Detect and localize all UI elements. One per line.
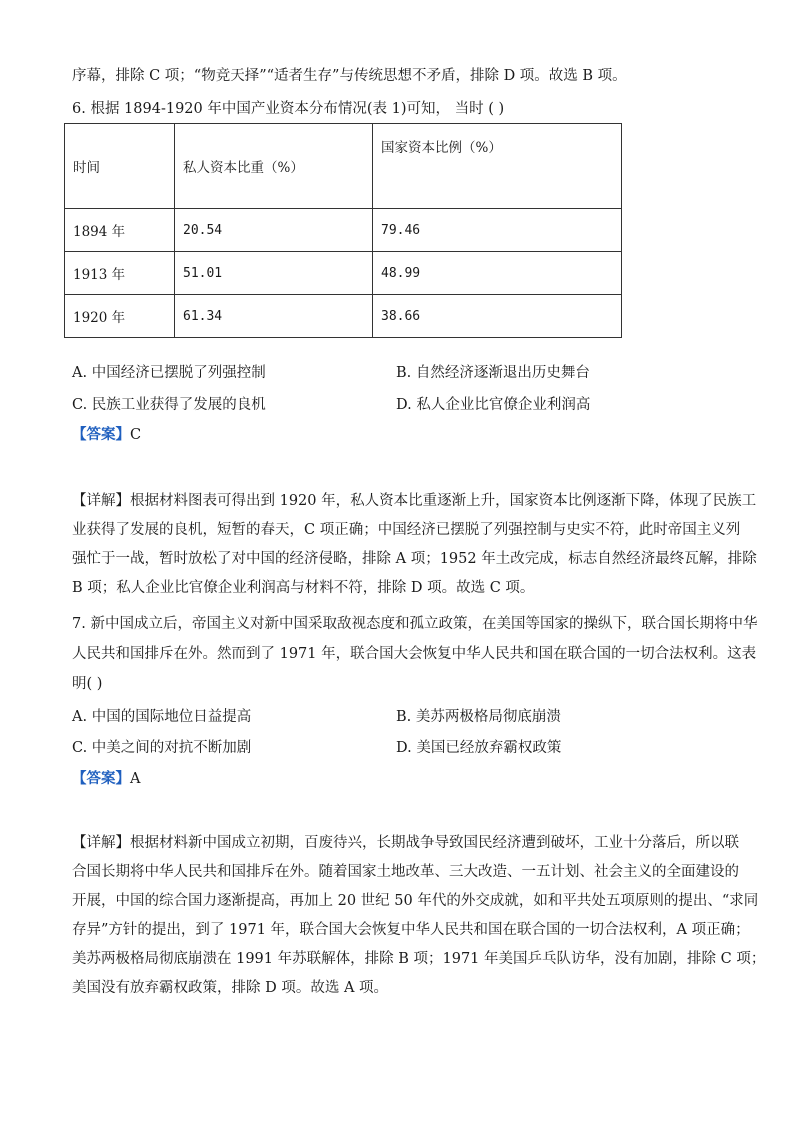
detail-line: 【详解】根据材料新中国成立初期，百废待兴，长期战争导致国民经济遭到破坏，工业十分落后，所以联 [72,835,739,851]
table-header-cell: 私人资本比重（%） [175,124,373,209]
table-row [65,295,622,338]
table-row [65,209,622,252]
detail-line: 合国长期将中华人民共和国排斥在外。随着国家土地改革、三大改造、一五计划、社会主义的全面建设的 [72,864,739,880]
question-6-stem: 6. 根据 1894-1920 年中国产业资本分布情况(表 1)可知， 当时 ( ) [72,101,505,117]
question-7-stem: 明( ) [72,676,103,692]
text-line: 序幕，排除 C 项；“物竞天择”“适者生存”与传统思想不矛盾，排除 D 项。故选 B 项。 [72,68,627,84]
answer-line [72,425,141,445]
table-header-cell: 时间 [65,124,175,209]
answer-label: 【答案】 [72,426,130,443]
table-header-row [65,124,622,209]
capital-distribution-table [64,123,622,338]
answer-value: C [130,427,142,443]
detail-line: B 项；私人企业比官僚企业利润高与材料不符，排除 D 项。故选 C 项。 [72,580,535,596]
option-c: C. 民族工业获得了发展的良机 [72,397,266,413]
option-a: A. 中国经济已摆脱了列强控制 [72,365,266,381]
option-b: B. 自然经济逐渐退出历史舞台 [396,365,590,381]
question-7-stem: 人民共和国排斥在外。然而到了 1971 年，联合国大会恢复中华人民共和国在联合国的一切合法权利。这表 [72,646,757,662]
option-d: D. 美国已经放弃霸权政策 [396,740,562,756]
table-cell: 1894 年 [65,209,175,252]
detail-line: 美国没有放弃霸权政策，排除 D 项。故选 A 项。 [72,980,389,996]
table-cell: 20.54 [175,209,373,252]
answer-label: 【答案】 [72,770,130,787]
table-cell: 1920 年 [65,295,175,338]
detail-line: 业获得了发展的良机，短暂的春天，C 项正确；中国经济已摆脱了列强控制与史实不符，此时帝国主义列 [72,522,741,538]
table-cell: 48.99 [373,252,622,295]
option-d: D. 私人企业比官僚企业利润高 [396,397,591,413]
table-cell: 51.01 [175,252,373,295]
detail-line: 【详解】根据材料图表可得出到 1920 年，私人资本比重逐渐上升，国家资本比例逐渐下降，体现了民族工 [72,493,757,509]
table-header-cell: 国家资本比例（%） [373,124,622,209]
detail-line: 美苏两极格局彻底崩溃在 1991 年苏联解体，排除 B 项；1971 年美国乒乓队访华，没有加剧，排除 C 项； [72,951,766,967]
option-c: C. 中美之间的对抗不断加剧 [72,740,252,756]
table-cell: 1913 年 [65,252,175,295]
option-a: A. 中国的国际地位日益提高 [72,709,252,725]
answer-line [72,769,140,789]
detail-line: 存异”方针的提出，到了 1971 年，联合国大会恢复中华人民共和国在联合国的一切合法权利，A 项正确； [72,922,750,938]
table-cell: 79.46 [373,209,622,252]
table-cell: 38.66 [373,295,622,338]
option-b: B. 美苏两极格局彻底崩溃 [396,709,561,725]
detail-line: 强忙于一战，暂时放松了对中国的经济侵略，排除 A 项；1952 年土改完成，标志自然经济最终瓦解，排除 [72,551,757,567]
detail-line: 开展，中国的综合国力逐渐提高，再加上 20 世纪 50 年代的外交成就，如和平共处五项原则的提出、“求同 [72,893,759,909]
answer-value: A [130,771,141,787]
question-7-stem: 7. 新中国成立后，帝国主义对新中国采取敌视态度和孤立政策，在美国等国家的操纵下，联合国长期将中华 [72,616,758,632]
table-row [65,252,622,295]
table-cell: 61.34 [175,295,373,338]
